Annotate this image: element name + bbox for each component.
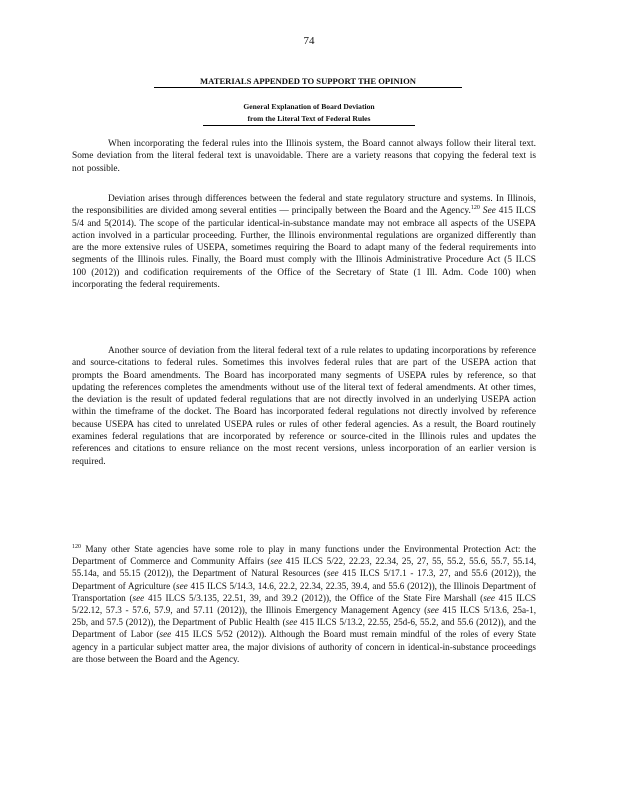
footnote-reference: 120 xyxy=(470,205,480,212)
section-heading: MATERIALS APPENDED TO SUPPORT THE OPINION xyxy=(154,76,462,88)
see-signal: see xyxy=(132,592,145,603)
see-signal: See xyxy=(482,206,496,217)
see-signal: see xyxy=(159,629,172,640)
footnote-text-5: 415 ILCS 5/3.135, 22.51, 39, and 39.2 (2012)), the Office of the State Fire Marshall ( xyxy=(144,592,484,603)
see-signal: see xyxy=(427,605,439,616)
section-subheading xyxy=(203,101,415,126)
subheading-line-2: from the Literal Text of Federal Rules xyxy=(247,114,371,123)
paragraph-2-text-b: 415 ILCS 5/4 and 5(2014). The scope of the particular identical-in-substance mandate may not embrace all aspects of the USEPA action involved in a particular proceeding. Further, the Illinois environmental regulations are organized differently than are the more extensive rules of USEPA, sometimes requiring the Board to adapt many of the federal requirements into segments of the Illinois rules. Finally, the Board must comply with the Illinois Administrative Procedure Act (5 ILCS 100 (2012)) and codification requirements of the Office of the Secretary of State (1 Ill. Adm. Code 100) when incorporating the federal requirements. xyxy=(72,206,537,291)
footnote-text-4: 415 ILCS 5/14.3, 14.6, 22.2, 22.34, 22.35, 39.4, and 55.6 (2012)), the Illinois Department of Transportation ( xyxy=(72,580,537,603)
footnote-text-2: 415 ILCS 5/22, 22.23, 22.34, 25, 27, 55, 55.2, 55.6, 55.7, 55.14, 55.14a, and 55.15 (2012)), the Department of Natural Resources ( xyxy=(72,556,536,579)
footnote xyxy=(72,543,536,665)
paragraph-3: Another source of deviation from the literal federal text of a rule relates to updating incorporations by reference and source-citations to federal rules. Sometimes this involves federal rules that are part of the USEPA action that prompts the Board amendments. The Board has incorporated many segments of USEPA rules by reference, so that updating the references completes the amendments without use of the literal text of federal amendments. At other times, the deviation is the result of updated federal regulations that are not directly involved in an underlying USEPA action within the timeframe of the docket. The Board has incorporated federal regulations not directly involved by reference because USEPA has cited to unrelated USEPA rules or rules of other federal agencies. As a result, the Board routinely examines federal regulations that are incorporated by reference or source-cited in the Illinois rules and updates the references and citations to ensure reliance on the most recent versions, unless incorporation of an earlier version is required. xyxy=(72,346,536,467)
see-signal: see xyxy=(270,556,283,567)
page-number: 74 xyxy=(303,35,315,47)
footnote-text-3: 415 ILCS 5/17.1 - 17.3, 27, and 55.6 (2012)), the Department of Agriculture ( xyxy=(72,568,536,591)
footnote-text-9: 415 ILCS 5/52 (2012)). Although the Board must remain mindful of the roles of every State agency in a particular subject matter area, the major divisions of authority of concern in identical-in-substance proceedings are those between the Board and the Agency. xyxy=(72,629,537,664)
see-signal: see xyxy=(483,592,495,603)
paragraph-2-text-a: Deviation arises through differences between the federal and state regulatory structure and systems. In Illinois, the responsibilities are divided among several entities — principally between the Board and the Agency. xyxy=(72,194,536,217)
footnote-number: 120 xyxy=(72,543,81,550)
footnote-text-6: 415 ILCS 5/22.12, 57.3 - 57.6, 57.9, and 57.11 (2012)), the Illinois Emergency Management Agency ( xyxy=(72,592,537,616)
footnote-text-7: 415 ILCS 5/13.6, 25a-1, 25b, and 57.5 (2012)), the Department of Public Health ( xyxy=(72,605,536,628)
footnote-text-1: Many other State agencies have some role to play in many functions under the Environmental Protection Act: the Department of Commerce and Community Affairs ( xyxy=(72,544,536,567)
paragraph-2 xyxy=(72,193,536,291)
subheading-line-1: General Explanation of Board Deviation xyxy=(243,102,375,111)
paragraph-1: When incorporating the federal rules into the Illinois system, the Board cannot always follow their literal text. Some deviation from the literal federal text is unavoidable. There are a variety reasons that copying the federal text is not possible. xyxy=(72,139,536,174)
see-signal: see xyxy=(176,580,188,591)
see-signal: see xyxy=(326,568,339,579)
footnote-text-8: 415 ILCS 5/13.2, 22.55, 25d-6, 55.2, and 55.6 (2012)), and the Department of Labor ( xyxy=(72,617,536,640)
see-signal: see xyxy=(285,617,298,628)
